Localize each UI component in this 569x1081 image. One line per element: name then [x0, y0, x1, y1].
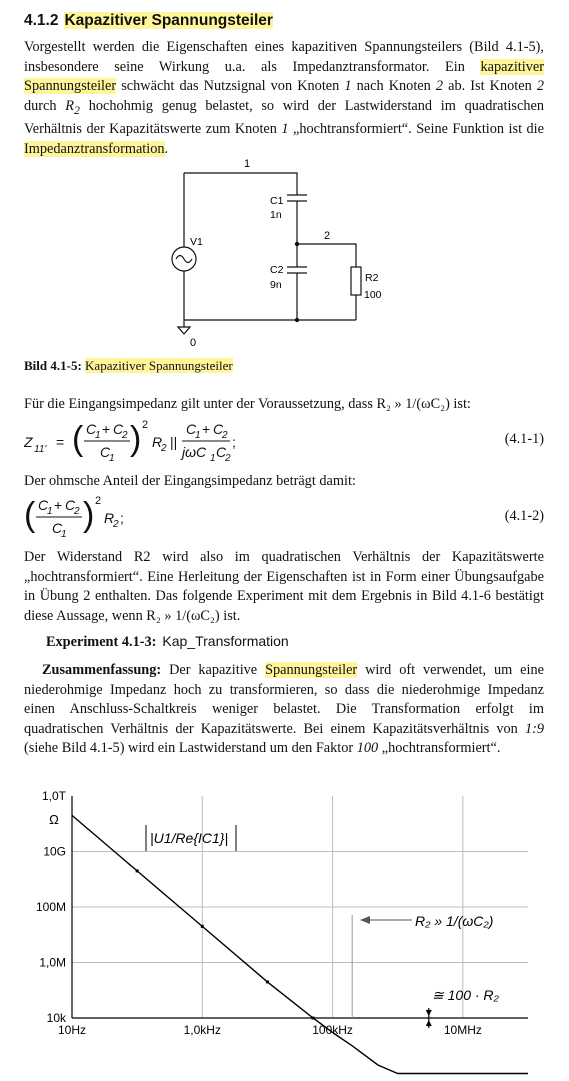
junction-node2: [295, 242, 299, 246]
paragraph-2: Der Widerstand R2 wird also im quadratischen Verhältnis der Kapazitätswerte „hochtransformiert“. Eine Herleitung der Eigenschaften ist in Form einer Übungsaufgabe in Übung 2 enthalten. Das folgende Experiment mit dem Ergebnis in Bild 4.1-6 bestätigt diese Aussage, wenn R₂ » 1/(ωC₂) ist.: [24, 549, 544, 624]
svg-text:;: ;: [120, 510, 124, 526]
svg-text:1: 1: [210, 453, 216, 464]
eq1-number: (4.1-1): [504, 431, 544, 447]
svg-text:1: 1: [61, 529, 67, 540]
wire-top: [184, 173, 297, 195]
svg-text:2: 2: [142, 419, 149, 431]
equation-2: [24, 490, 224, 544]
series-name: |U1/Re{IC1}|: [150, 830, 229, 846]
summary-ratio: 1:9: [524, 720, 544, 737]
experiment-label: Experiment 4.1-3:: [46, 634, 157, 650]
section-number: 4.1.2: [24, 12, 59, 29]
summary-text-3: (siehe Bild 4.1-5) wird ein Lastwiderstand um den Faktor: [24, 740, 357, 757]
junction-bottom: [295, 318, 299, 322]
eq2-intro: Der ohmsche Anteil der Eingangsimpedanz beträgt damit:: [24, 473, 356, 489]
svg-text:2: 2: [161, 443, 167, 454]
svg-text:): ): [130, 420, 142, 458]
svg-text:;: ;: [232, 434, 236, 450]
eq2-number: (4.1-2): [504, 508, 544, 524]
svg-text:1: 1: [47, 506, 53, 517]
chart-grid: [72, 796, 528, 1018]
node-2-label: 2: [324, 230, 331, 242]
equation-1: [24, 414, 324, 468]
svg-text:||: ||: [170, 434, 178, 450]
svg-text:(: (: [72, 420, 84, 458]
intro-paragraph: [24, 38, 544, 159]
svg-text:11': 11': [34, 444, 47, 455]
svg-text:=: =: [56, 434, 65, 450]
svg-text:1: 1: [95, 430, 101, 441]
svg-text:jωC: jωC: [182, 444, 207, 460]
intro-text-8: .: [164, 140, 169, 157]
intro-r2-sub: 2: [74, 102, 80, 117]
intro-text-2: schwächt das Nutzsignal von Knoten: [116, 78, 345, 95]
summary-text-1: Der kapazitive: [161, 662, 266, 678]
svg-text:C: C: [216, 444, 227, 460]
intro-node-1: 1: [344, 78, 352, 95]
r2-resistor-icon: [351, 267, 361, 295]
svg-text:+: +: [202, 421, 211, 437]
svg-text:+: +: [54, 497, 63, 513]
intro-text-7: „hochtransformiert“. Seine Funktion ist die: [288, 121, 544, 138]
svg-text:Z: Z: [24, 434, 33, 450]
y-tick-label: 10G: [43, 844, 66, 859]
svg-text:1: 1: [109, 453, 115, 464]
section-title: Kapazitiver Spannungsteiler: [64, 12, 273, 29]
x-tick-label: 100kHz: [312, 1023, 353, 1037]
y-tick-label: 10k: [46, 1011, 66, 1025]
intro-text-4: ab. Ist Knoten: [443, 78, 537, 95]
intro-highlight-2: Impedanztransformation: [24, 140, 165, 157]
impedance-chart: [0, 785, 569, 1081]
summary-paragraph: [24, 661, 544, 759]
summary-text-4: „hochtransformiert“.: [378, 740, 501, 757]
chart-axes: [72, 796, 528, 1020]
c1-value: 1n: [270, 209, 282, 221]
chart-annotations: [146, 825, 500, 1028]
svg-text:C: C: [186, 421, 197, 437]
figure-caption: [24, 358, 233, 374]
condition-label: R₂ » 1/(ωC₂): [415, 913, 494, 929]
intro-node-4: 1: [281, 121, 289, 138]
c1-name: C1: [270, 195, 284, 207]
arrow-left-icon: [360, 916, 370, 924]
summary-factor: 100: [356, 740, 379, 757]
y-tick-label: 100M: [35, 900, 66, 914]
svg-text:C: C: [100, 444, 111, 460]
intro-node-3: 2: [536, 78, 544, 95]
section-heading: [24, 12, 273, 30]
svg-text:2: 2: [222, 430, 228, 441]
intro-text-6: hochohmig genug belastet, so wird der Lastwiderstand im quadratischen Verhältnis der Kapazitätswerte zum Knoten: [24, 97, 544, 138]
wire-node2-r2: [297, 244, 356, 267]
svg-text:): ): [83, 496, 95, 534]
sine-icon: [176, 256, 192, 263]
intro-text-5: durch: [24, 97, 66, 114]
svg-text:2: 2: [225, 453, 231, 464]
figure-caption-label: Bild 4.1-5:: [24, 358, 82, 373]
circuit-schematic: [160, 155, 400, 355]
v1-name: V1: [190, 236, 203, 248]
y-tick-label: 1,0T: [41, 789, 66, 803]
summary-highlight: Spannungsteiler: [265, 662, 358, 678]
svg-text:C: C: [65, 497, 76, 513]
r2-name: R2: [365, 272, 379, 284]
x-tick-label: 1,0kHz: [183, 1023, 221, 1037]
y-unit-label: Ω: [49, 812, 59, 827]
intro-text-1: Vorgestellt werden die Eigenschaften eines kapazitiven Spannungsteilers (Bild 4.1-5), insbesondere seine Wirkung u.a. als Impedanztransformator. Ein: [24, 39, 544, 75]
r2-value: 100: [364, 289, 382, 301]
summary-label: Zusammenfassung:: [42, 662, 162, 678]
experiment-name[interactable]: Kap_Transformation: [162, 633, 289, 649]
svg-text:C: C: [113, 421, 124, 437]
svg-text:C: C: [38, 497, 49, 513]
svg-text:R: R: [104, 510, 115, 526]
svg-text:2: 2: [95, 495, 102, 507]
intro-text-3: nach Knoten: [351, 78, 436, 95]
svg-text:R: R: [152, 434, 163, 450]
eq1-intro: Für die Eingangsimpedanz gilt unter der Voraussetzung, dass R₂ » 1/(ωC₂) ist:: [24, 396, 471, 412]
summary-text-2: wird oft verwendet, um eine niederohmige Impedanz hoch zu transformieren, so dass die niederohmige Impedanz einen Anschluss-Schaltkreis weniger belastet. Die Transformation erfolgt im quadratischen Verhältnis der Kapazitätswerte. Bei einem Kapazitätsverhältnis von: [24, 662, 544, 737]
x-tick-label: 10Hz: [57, 1023, 87, 1037]
experiment-line: [46, 633, 289, 651]
intro-highlight-1: kapazitiver Spannungsteiler: [24, 58, 544, 95]
arrow-down-icon: [426, 1010, 432, 1016]
node-0-label: 0: [190, 337, 197, 349]
figure-caption-title: Kapazitiver Spannungsteiler: [85, 358, 233, 373]
svg-text:2: 2: [74, 506, 80, 517]
factor-label: ≅ 100 · R₂: [432, 987, 499, 1003]
intro-node-2: 2: [435, 78, 444, 95]
intro-r2: R: [65, 97, 75, 114]
series-label: [146, 825, 236, 851]
ground-icon: [178, 327, 190, 334]
c2-name: C2: [270, 264, 284, 276]
node-1-label: 1: [244, 158, 251, 170]
svg-text:C: C: [213, 421, 224, 437]
svg-text:(: (: [24, 496, 36, 534]
svg-text:C: C: [52, 520, 63, 536]
x-tick-label: 10MHz: [443, 1023, 482, 1037]
arrow-up-icon: [426, 1020, 432, 1026]
svg-text:2: 2: [122, 430, 128, 441]
svg-text:+: +: [102, 421, 111, 437]
c2-value: 9n: [270, 279, 282, 291]
svg-text:2: 2: [113, 519, 119, 530]
svg-text:1: 1: [195, 430, 201, 441]
svg-text:C: C: [86, 421, 97, 437]
y-tick-label: 1,0M: [39, 955, 66, 970]
